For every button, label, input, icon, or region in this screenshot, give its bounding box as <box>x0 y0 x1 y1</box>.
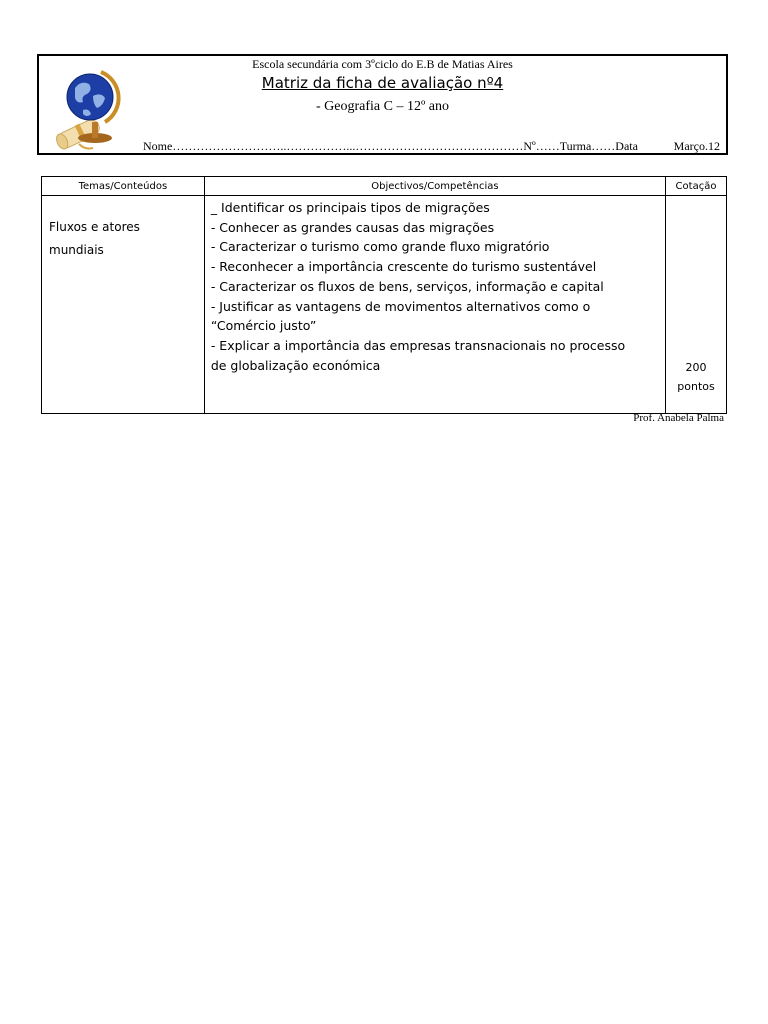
points-cell <box>666 196 727 414</box>
objective-item: - Caracterizar o turismo como grande fluxo migratório <box>210 239 550 255</box>
objective-item: - Conhecer as grandes causas das migrações <box>210 219 495 235</box>
name-label: Nome <box>143 139 173 153</box>
objective-item: - Caracterizar os fluxos de bens, serviços, informação e capital <box>210 278 604 294</box>
number-label: Nº <box>523 139 536 153</box>
theme-cell: Fluxos e atores mundiais <box>42 196 205 414</box>
header-box <box>37 54 728 155</box>
date-value: Março.12 <box>673 139 720 153</box>
table-header-row <box>42 177 727 196</box>
number-field: …… <box>535 139 560 153</box>
objective-item: - Justificar as vantagens de movimentos alternativos como o <box>210 298 591 314</box>
table-row <box>42 196 727 414</box>
objective-item: - Reconhecer a importância crescente do turismo sustentável <box>210 259 597 275</box>
objectives-list <box>205 196 665 375</box>
teacher-signature: Prof. Anabela Palma <box>633 412 724 424</box>
class-label: Turma <box>559 139 592 153</box>
student-info-row <box>143 139 638 154</box>
class-field: …… <box>591 139 616 153</box>
column-header-points: Cotação <box>666 177 727 196</box>
column-header-themes: Temas/Conteúdos <box>42 177 205 196</box>
column-header-objectives: Objectivos/Competências <box>204 177 665 196</box>
points-value: 200 <box>685 361 707 374</box>
name-field: ………………………..……………...…………………………………… <box>172 139 524 153</box>
assessment-matrix-table <box>41 176 727 414</box>
school-name: Escola secundária com 3ºciclo do E.B de Matias Aires <box>252 57 513 71</box>
date-label: Data <box>615 139 638 153</box>
objective-item: _ Identificar os principais tipos de migrações <box>210 200 490 215</box>
document-subtitle: - Geografia C – 12º ano <box>315 99 450 114</box>
objectives-cell <box>204 196 665 414</box>
objective-item: “Comércio justo” <box>210 318 317 334</box>
document-title: Matriz da ficha de avaliação nº4 <box>261 74 504 92</box>
objective-item: de globalização económica <box>210 357 381 373</box>
points-unit: pontos <box>677 380 715 393</box>
objective-item: - Explicar a importância das empresas transnacionais no processo <box>210 337 626 353</box>
